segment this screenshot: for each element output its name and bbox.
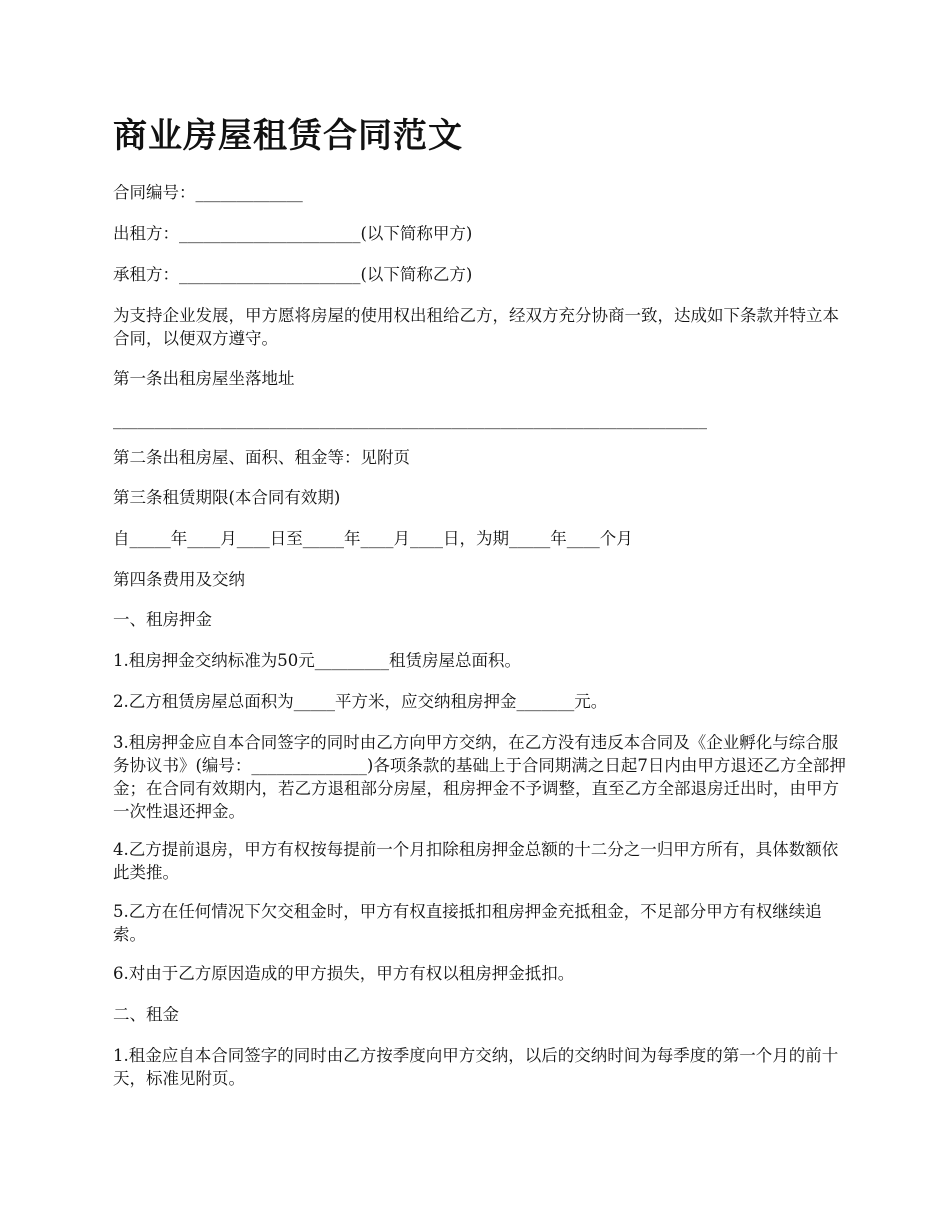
deposit-clause-3: 3.租房押金应自本合同签字的同时由乙方向甲方交纳，在乙方没有违反本合同及《企业孵化与综合服务协议书》(编号：______________)各项条款的基础上于合同期满之日起7日内由甲方退还乙方全部押金；在合同有效期内，若乙方退租部分房屋，租房押金不予调整，直至乙方全部退房迁出时，由甲方一次性退还押金。 (113, 733, 846, 821)
deposit-section-heading: 一、租房押金 (113, 610, 212, 629)
deposit-clause-2: 2.乙方租赁房屋总面积为_____平方米，应交纳租房押金_______元。 (113, 692, 608, 711)
article-3-heading: 第三条租赁期限(本合同有效期) (113, 488, 341, 507)
rent-section-heading: 二、租金 (113, 1005, 179, 1024)
lessee-line: 承租方：______________________(以下简称乙方) (113, 265, 473, 284)
deposit-clause-4: 4.乙方提前退房，甲方有权按每提前一个月扣除租房押金总额的十二分之一归甲方所有，具体数额依此类推。 (113, 840, 839, 882)
address-blank-line: ________________________________________________________________________ (113, 410, 707, 429)
article-4-heading: 第四条费用及交纳 (113, 570, 245, 589)
article-1-heading: 第一条出租房屋坐落地址 (113, 369, 295, 388)
rent-clause-1: 1.租金应自本合同签字的同时由乙方按季度向甲方交纳，以后的交纳时间为每季度的第一个月的前十天，标准见附页。 (113, 1046, 839, 1088)
deposit-clause-5: 5.乙方在任何情况下欠交租金时，甲方有权直接抵扣租房押金充抵租金，不足部分甲方有权继续追索。 (113, 902, 822, 944)
article-2-heading: 第二条出租房屋、面积、租金等：见附页 (113, 448, 410, 467)
lease-term-line: 自_____年____月____日至_____年____月____日，为期_____年____个月 (113, 529, 633, 548)
document-title: 商业房屋租赁合同范文 (113, 116, 463, 156)
deposit-clause-1: 1.租房押金交纳标准为50元_________租赁房屋总面积。 (113, 651, 521, 670)
contract-number-line: 合同编号：_____________ (113, 183, 303, 202)
lessor-line: 出租方：______________________(以下简称甲方) (113, 224, 473, 243)
deposit-clause-6: 6.对由于乙方原因造成的甲方损失，甲方有权以租房押金抵扣。 (113, 964, 575, 983)
preamble-paragraph: 为支持企业发展，甲方愿将房屋的使用权出租给乙方，经双方充分协商一致，达成如下条款并特立本合同，以便双方遵守。 (113, 306, 839, 348)
